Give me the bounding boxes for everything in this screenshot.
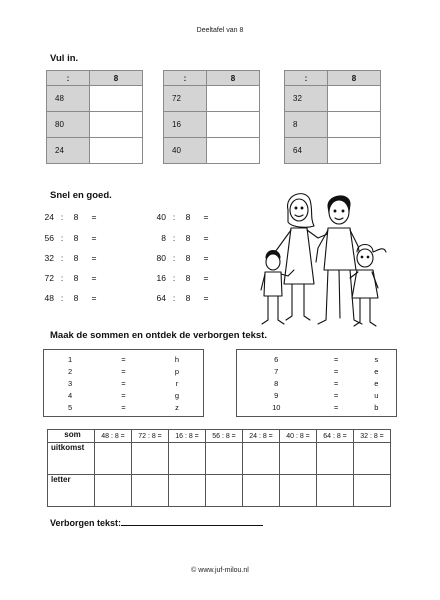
operator-header: :: [164, 71, 207, 86]
sum-cell: 16 : 8 =: [169, 430, 206, 443]
answer-cell[interactable]: [207, 86, 260, 112]
result-cell[interactable]: [169, 443, 206, 475]
quick-exercise: 32 : 8 =: [44, 253, 97, 263]
answer-cell[interactable]: [328, 112, 381, 138]
row-label-sum: som: [48, 430, 95, 443]
dividend-cell: 24: [47, 138, 90, 164]
result-cell[interactable]: [206, 443, 243, 475]
letter-key-right: [236, 349, 397, 417]
key-row: 9 = u: [274, 390, 379, 400]
father-figure: [316, 196, 362, 324]
hidden-text-label: Verborgen tekst:: [50, 518, 122, 528]
operator-header: :: [47, 71, 90, 86]
result-cell[interactable]: [354, 443, 391, 475]
quick-exercise: 48 : 8 =: [44, 293, 97, 303]
sum-cell: 24 : 8 =: [243, 430, 280, 443]
answer-cell[interactable]: [207, 112, 260, 138]
letter-cell[interactable]: [280, 475, 317, 507]
quick-exercise: 56 : 8 =: [44, 233, 97, 243]
key-row: 1 = h: [67, 354, 180, 364]
sum-cell: 64 : 8 =: [317, 430, 354, 443]
letter-cell[interactable]: [132, 475, 169, 507]
row-label-letter: letter: [48, 475, 95, 507]
quick-exercise: 80 : 8 =: [156, 253, 209, 263]
result-cell[interactable]: [132, 443, 169, 475]
quick-exercise: 64 : 8 =: [156, 293, 209, 303]
result-cell[interactable]: [317, 443, 354, 475]
page-title: Deeltafel van 8: [196, 27, 244, 34]
hidden-text-row: [50, 516, 263, 528]
dividend-cell: 64: [285, 138, 328, 164]
dividend-cell: 8: [285, 112, 328, 138]
dividend-cell: 72: [164, 86, 207, 112]
answer-cell[interactable]: [207, 138, 260, 164]
key-row: 5 = z: [67, 402, 179, 412]
quick-exercise: 24 : 8 =: [44, 212, 97, 222]
dividend-cell: 48: [47, 86, 90, 112]
section-title-hidden-text: Maak de sommen en ontdek de verborgen tekst.: [50, 330, 267, 341]
sum-cell: 32 : 8 =: [354, 430, 391, 443]
divisor-header: 8: [207, 71, 260, 86]
sum-cell: 56 : 8 =: [206, 430, 243, 443]
answer-grid: [47, 429, 391, 507]
sum-cell: 72 : 8 =: [132, 430, 169, 443]
footer-copyright: © www.juf-milou.nl: [191, 567, 249, 574]
dividend-cell: 16: [164, 112, 207, 138]
key-row: 3 = r: [67, 378, 179, 388]
girl-figure: [350, 245, 386, 327]
key-row: 7 = e: [274, 366, 379, 376]
key-row: 2 = p: [67, 366, 180, 376]
letter-cell[interactable]: [317, 475, 354, 507]
operator-header: :: [285, 71, 328, 86]
mother-figure: [272, 194, 332, 320]
answer-cell[interactable]: [328, 86, 381, 112]
hidden-text-answer-line[interactable]: [121, 516, 263, 526]
quick-exercise: 16 : 8 =: [156, 273, 209, 283]
result-cell[interactable]: [280, 443, 317, 475]
division-table-2: [163, 70, 260, 164]
result-cell[interactable]: [243, 443, 280, 475]
divisor-header: 8: [328, 71, 381, 86]
section-title-quick: Snel en goed.: [50, 190, 112, 201]
answer-cell[interactable]: [90, 112, 143, 138]
sum-cell: 48 : 8 =: [95, 430, 132, 443]
quick-exercise: 40 : 8 =: [156, 212, 209, 222]
sum-cell: 40 : 8 =: [280, 430, 317, 443]
division-table-1: [46, 70, 143, 164]
dividend-cell: 32: [285, 86, 328, 112]
division-table-3: [284, 70, 381, 164]
letter-cell[interactable]: [206, 475, 243, 507]
answer-cell[interactable]: [90, 138, 143, 164]
letter-key-left: [43, 349, 204, 417]
letter-cell[interactable]: [354, 475, 391, 507]
key-row: 10 = b: [272, 402, 379, 412]
row-label-result: uitkomst: [48, 443, 95, 475]
letter-cell[interactable]: [95, 475, 132, 507]
answer-cell[interactable]: [90, 86, 143, 112]
dividend-cell: 40: [164, 138, 207, 164]
result-cell[interactable]: [95, 443, 132, 475]
quick-exercise: 8 : 8 =: [161, 233, 209, 243]
quick-exercise: 72 : 8 =: [44, 273, 97, 283]
section-title-fill-in: Vul in.: [50, 53, 79, 64]
key-row: 6 = s: [274, 354, 379, 364]
divisor-header: 8: [90, 71, 143, 86]
key-row: 8 = e: [274, 378, 379, 388]
dividend-cell: 80: [47, 112, 90, 138]
key-row: 4 = g: [67, 390, 180, 400]
answer-cell[interactable]: [328, 138, 381, 164]
family-illustration: [258, 186, 398, 332]
letter-cell[interactable]: [169, 475, 206, 507]
letter-cell[interactable]: [243, 475, 280, 507]
